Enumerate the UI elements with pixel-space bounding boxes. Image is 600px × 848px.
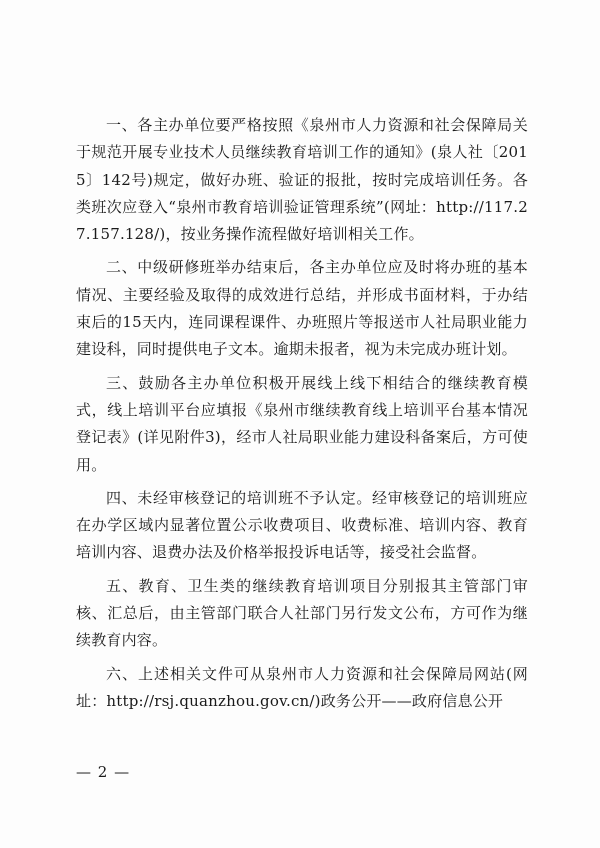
- page-number: — 2 —: [76, 763, 131, 781]
- document-body: [76, 112, 528, 721]
- paragraph-4: 四、未经审核登记的培训班不予认定。经审核登记的培训班应在办学区域内显著位置公示收费项目、收费标准、培训内容、教育培训内容、退费办法及价格举报投诉电话等，接受社会监督。: [76, 488, 528, 562]
- paragraph-3: 三、鼓励各主办单位积极开展线上线下相结合的继续教育模式，线上培训平台应填报《泉州市继续教育线上培训平台基本情况登记表》(详见附件3)，经市人社局职业能力建设科备案后，方可使用。: [76, 373, 528, 474]
- paragraph-5: 五、教育、卫生类的继续教育培训项目分别报其主管部门审核、汇总后，由主管部门联合人社部门另行发文公布，方可作为继续教育内容。: [76, 576, 528, 650]
- paragraph-1: 一、各主办单位要严格按照《泉州市人力资源和社会保障局关于规范开展专业技术人员继续教育培训工作的通知》(泉人社〔2015〕142号)规定，做好办班、验证的报批，按时完成培训任务。各类班次应登入“泉州市教育培训验证管理系统”(网址：http://117.27.157.128/)，按业务操作流程做好培训相关工作。: [76, 116, 528, 244]
- paragraph-2: 二、中级研修班举办结束后，各主办单位应及时将办班的基本情况、主要经验及取得的成效进行总结，并形成书面材料，于办结束后的15天内，连同课程课件、办班照片等报送市人社局职业能力建设科，同时提供电子文本。逾期未报者，视为未完成办班计划。: [76, 258, 528, 359]
- paragraph-6: 六、上述相关文件可从泉州市人力资源和社会保障局网站(网址：http://rsj.quanzhou.gov.cn/)政务公开——政府信息公开: [76, 664, 528, 710]
